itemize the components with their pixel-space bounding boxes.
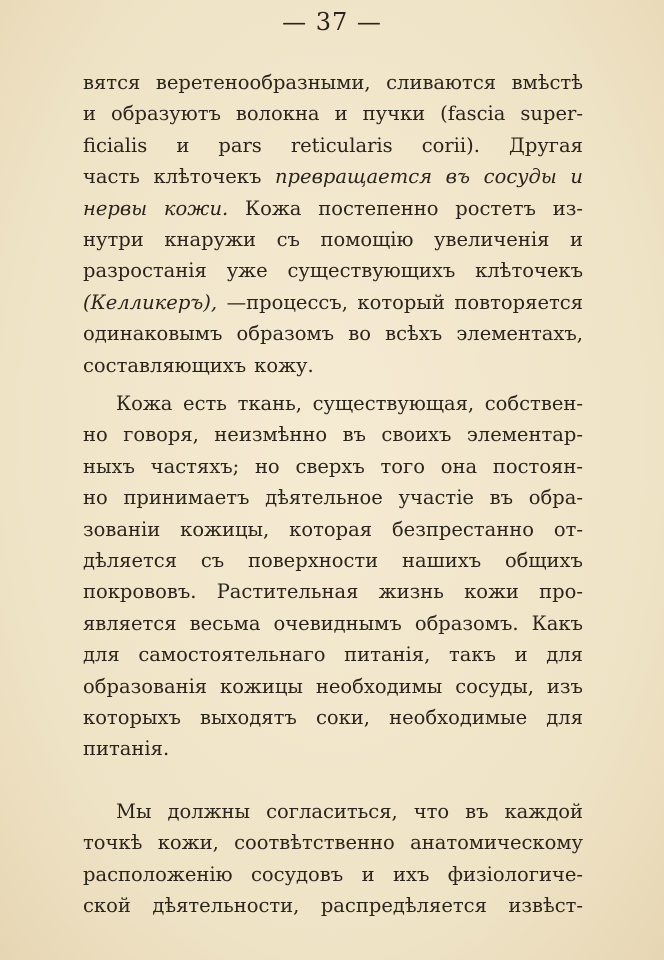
- text-line: [83, 350, 583, 381]
- word: но: [83, 486, 108, 510]
- word: обра-: [528, 486, 583, 510]
- word: (fascia: [440, 102, 506, 126]
- word: элементахъ,: [456, 322, 583, 346]
- word: помощію: [320, 227, 414, 251]
- word: Растительная: [216, 580, 359, 604]
- text-line: [83, 733, 583, 764]
- text-line: [83, 130, 583, 161]
- word: неизмѣнно: [214, 423, 328, 447]
- text-line: [83, 827, 583, 858]
- text-line: [83, 576, 583, 607]
- word: что: [413, 800, 450, 823]
- word: самостоятельнаго: [138, 643, 326, 667]
- word: кожицы: [220, 674, 303, 698]
- word: существующая,: [312, 392, 475, 415]
- word: Другая: [508, 133, 583, 157]
- word: и: [176, 133, 190, 157]
- word: выходятъ: [200, 705, 297, 729]
- text-line: [83, 545, 583, 576]
- word: pars: [218, 133, 262, 157]
- word: вмѣстѣ: [511, 71, 583, 94]
- word: кожи,: [157, 831, 219, 855]
- text-line: [83, 255, 583, 286]
- word: для: [546, 643, 583, 667]
- word: Кожа: [116, 392, 173, 415]
- text-line: [83, 224, 583, 255]
- word: и: [361, 862, 375, 886]
- word: во: [348, 322, 371, 346]
- word: ихъ: [392, 862, 430, 886]
- text-line: [83, 67, 583, 98]
- word: участіе: [398, 486, 474, 510]
- word: образомъ.: [414, 611, 519, 635]
- word: про-: [539, 580, 583, 604]
- text-line: [83, 482, 583, 513]
- word: необходимые: [389, 705, 528, 729]
- word: дѣляется: [83, 548, 178, 572]
- page-number: — 37 —: [282, 8, 382, 36]
- word: говоря,: [123, 423, 199, 447]
- word: должны: [167, 800, 251, 823]
- word: есть: [183, 392, 227, 415]
- word: и: [83, 102, 96, 126]
- word: физіологиче-: [447, 862, 583, 886]
- word: жизнь: [378, 580, 444, 604]
- word: поверхности: [247, 548, 379, 572]
- word: пучки: [362, 102, 426, 126]
- word: клѣточекъ: [153, 165, 262, 189]
- word: согласиться,: [266, 800, 398, 823]
- word: питанія.: [83, 737, 170, 761]
- word: въ: [465, 800, 489, 823]
- word: сливаются: [386, 71, 497, 94]
- word: ныхъ: [83, 454, 135, 478]
- word: ткань,: [237, 392, 302, 415]
- word: каждой: [504, 800, 583, 823]
- word: кожу.: [254, 353, 314, 377]
- word: одинаковымъ: [83, 322, 223, 346]
- italic-word: нервы: [83, 196, 148, 220]
- text-line: [83, 796, 583, 827]
- word: Мы: [116, 800, 152, 823]
- word: которая: [289, 517, 373, 541]
- word: кожи: [464, 580, 519, 604]
- word: и: [569, 227, 583, 251]
- word: увеличенія: [434, 227, 550, 251]
- word: точкѣ: [83, 831, 143, 855]
- word: Какъ: [531, 611, 583, 635]
- word: безпрестанно: [391, 517, 534, 541]
- word: частяхъ;: [150, 454, 240, 478]
- word: нутри: [83, 227, 144, 251]
- italic-word: въ: [445, 165, 471, 189]
- word: вятся: [83, 71, 141, 94]
- word: дѣятельное: [265, 486, 383, 510]
- word: но: [254, 454, 280, 478]
- word: кнаружи: [164, 227, 257, 251]
- text-line: [83, 639, 583, 670]
- text-line: [83, 419, 583, 450]
- text-line: [83, 702, 583, 733]
- text-line: [83, 608, 583, 639]
- word: распредѣляется: [320, 894, 487, 918]
- text-line: [83, 318, 583, 349]
- word: своихъ: [381, 423, 452, 447]
- word: нашихъ: [401, 548, 482, 572]
- text-line: [83, 451, 583, 482]
- word: сосуды,: [455, 674, 534, 698]
- word: и: [514, 643, 528, 667]
- italic-word: превращается: [274, 165, 433, 189]
- paragraph: [83, 388, 583, 765]
- word: и: [334, 102, 348, 126]
- word: который: [357, 290, 445, 314]
- word: сосудовъ: [250, 862, 344, 886]
- text-line: [83, 161, 583, 192]
- word: общихъ: [504, 548, 583, 572]
- word: того: [380, 454, 425, 478]
- text-line: [83, 514, 583, 545]
- italic-word: и: [570, 165, 583, 189]
- word: въ: [342, 423, 366, 447]
- word: очевиднымъ: [273, 611, 402, 635]
- word: постепенно: [318, 196, 439, 220]
- word: образованія: [83, 674, 208, 698]
- word: от-: [553, 517, 583, 541]
- word: всѣхъ: [385, 322, 443, 346]
- word: reticularis: [290, 133, 393, 157]
- text-line: [83, 388, 583, 419]
- word: повторяется: [454, 290, 583, 314]
- word: зованіи: [83, 517, 161, 541]
- word: въ: [489, 486, 514, 510]
- text-line: [83, 859, 583, 890]
- word: соотвѣтственно: [234, 831, 395, 855]
- text-line: [83, 98, 583, 129]
- word: необходимы: [315, 674, 443, 698]
- word: весьма: [189, 611, 261, 635]
- word: для: [546, 705, 583, 729]
- text-line: [83, 287, 583, 318]
- word: из-: [552, 196, 583, 220]
- word: ficialis: [83, 133, 148, 157]
- word: super-: [520, 102, 583, 126]
- text-line: [83, 890, 583, 921]
- text-line: [83, 193, 583, 224]
- word: Кожа: [245, 196, 302, 220]
- word: извѣст-: [508, 894, 583, 918]
- word: съ: [276, 227, 300, 251]
- italic-word: кожи.: [163, 196, 229, 220]
- word: волокна: [235, 102, 320, 126]
- word: такъ: [448, 643, 496, 667]
- word: составляющихъ: [83, 353, 247, 377]
- word: клѣточекъ: [475, 259, 583, 283]
- word: но: [83, 423, 108, 447]
- word: принимаетъ: [123, 486, 250, 510]
- word: corii).: [421, 133, 480, 157]
- word: кожицы,: [180, 517, 270, 541]
- word: расположенію: [83, 862, 233, 886]
- italic-word: (Келликеръ),: [83, 290, 218, 314]
- word: существующихъ: [287, 259, 456, 283]
- word: съ: [200, 548, 225, 572]
- word: дѣятельности,: [152, 894, 300, 918]
- word: для: [83, 643, 120, 667]
- word: постоян-: [492, 454, 583, 478]
- text-line: [83, 671, 583, 702]
- italic-word: сосуды: [483, 165, 557, 189]
- word: сверхъ: [295, 454, 365, 478]
- word: которыхъ: [83, 705, 181, 729]
- word: разростанія: [83, 259, 207, 283]
- word: элементар-: [466, 423, 583, 447]
- word: соки,: [315, 705, 370, 729]
- word: уже: [226, 259, 268, 283]
- word: образуютъ: [111, 102, 221, 126]
- word: образомъ: [236, 322, 335, 346]
- word: питанія,: [344, 643, 431, 667]
- word: веретенообразными,: [155, 71, 371, 94]
- word: часть: [83, 165, 140, 189]
- paragraph: [83, 67, 583, 381]
- word: изъ: [546, 674, 583, 698]
- word: анатомическому: [410, 831, 583, 855]
- word: собствен-: [484, 392, 583, 415]
- word: покрововъ.: [83, 580, 197, 604]
- word: она: [440, 454, 478, 478]
- paragraph: [83, 796, 583, 922]
- word: ростетъ: [455, 196, 536, 220]
- word: является: [83, 611, 177, 635]
- word: ской: [83, 894, 131, 918]
- word: —процессъ,: [226, 290, 348, 314]
